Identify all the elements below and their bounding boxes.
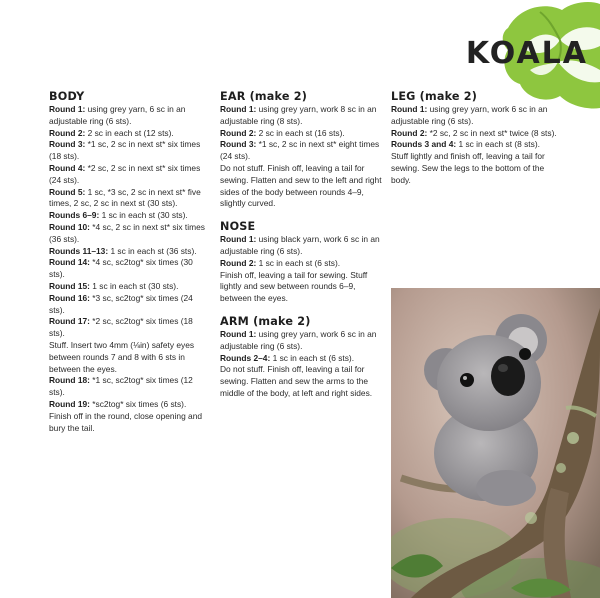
instruction-text: 1 sc in each st (6 sts). [270, 352, 355, 363]
instruction-line [220, 163, 382, 210]
section-heading: LEG (make 2) [391, 90, 478, 103]
instruction-text: using grey yarn, 6 sc in an adjustable ring (6 sts). [49, 104, 186, 126]
instruction-line [49, 411, 207, 435]
instruction-text: 1 sc in each st (30 sts). [89, 280, 179, 291]
instruction-text: Finish off in the round, close opening and bury the tail. [49, 410, 203, 433]
instruction-text: *2 sc, sc2tog* six times (18 sts). [49, 316, 193, 339]
instruction-line [49, 257, 207, 281]
instruction-line [220, 234, 382, 258]
instruction-list [220, 329, 382, 400]
round-label: Round 10: [49, 221, 90, 232]
round-label: Round 16: [49, 292, 90, 303]
instruction-line [49, 104, 207, 128]
instruction-line [49, 128, 207, 140]
round-label: Round 5: [49, 186, 86, 197]
instruction-text: Stuff. Insert two 4mm (⅛in) safety eyes between rounds 7 and 8 with 6 sts in between the eyes. [49, 339, 195, 374]
section-heading: NOSE [220, 220, 256, 234]
instruction-list [220, 104, 382, 210]
instruction-line [391, 128, 559, 140]
section-nose [220, 220, 382, 305]
instruction-line [49, 375, 207, 399]
instruction-text: *1 sc, sc2tog* six times (12 sts). [49, 375, 193, 398]
section-body [49, 90, 207, 434]
instruction-line [49, 246, 207, 258]
instruction-text: 2 sc in each st (12 sts). [85, 127, 174, 138]
instruction-line [220, 329, 382, 353]
instruction-line [49, 139, 207, 163]
instruction-text: using grey yarn, work 6 sc in an adjustable ring (6 sts). [391, 104, 548, 126]
instruction-text: using black yarn, work 6 sc in an adjustable ring (6 sts). [220, 234, 380, 256]
round-label: Round 1: [220, 104, 257, 114]
page-title: KOALA [465, 36, 588, 71]
instruction-text: *3 sc, sc2tog* six times (24 sts). [49, 292, 193, 315]
instruction-line [220, 139, 382, 163]
instruction-text: using grey yarn, work 6 sc in an adjustable ring (6 sts). [220, 328, 377, 351]
round-label: Round 19: [49, 398, 90, 409]
round-label: Rounds 2–4: [220, 352, 271, 363]
instruction-text: 1 sc in each st (8 sts). [456, 139, 540, 150]
round-label: Round 1: [220, 328, 257, 339]
round-label: Round 2: [220, 127, 257, 138]
round-label: Rounds 3 and 4: [391, 139, 457, 150]
instruction-text: Do not stuff. Finish off, leaving a tail for sewing. Flatten and sew the arms to the middle of the body, at left and right sides. [220, 364, 373, 398]
round-label: Rounds 6–9: [49, 210, 100, 221]
instruction-text: *1 sc, 2 sc in next st* eight times (24 sts). [220, 139, 380, 162]
round-label: Round 2: [391, 127, 428, 138]
round-label: Round 1: [49, 104, 86, 114]
instruction-line [49, 399, 207, 411]
instruction-line [220, 128, 382, 140]
instruction-text: 1 sc in each st (6 sts). [256, 257, 341, 268]
round-label: Round 18: [49, 375, 90, 386]
round-label: Round 2: [49, 127, 86, 138]
instruction-text: 2 sc in each st (16 sts). [256, 127, 345, 138]
instruction-text: using grey yarn, work 8 sc in an adjustable ring (8 sts). [220, 104, 377, 126]
section-heading: EAR (make 2) [220, 90, 308, 103]
round-label: Round 3: [220, 139, 257, 150]
instruction-line [49, 163, 207, 187]
section-heading: BODY [49, 90, 85, 103]
instruction-text: *sc2tog* six times (6 sts). [89, 398, 187, 409]
instruction-list [391, 104, 559, 187]
instruction-line [220, 104, 382, 128]
instruction-line [220, 258, 382, 270]
instruction-line [49, 222, 207, 246]
round-label: Round 15: [49, 280, 90, 291]
section-leg [391, 90, 559, 187]
instruction-text: Stuff lightly and finish off, leaving a tail for sewing. Sew the legs to the bottom of the body. [391, 151, 545, 185]
instruction-line [220, 270, 382, 305]
round-label: Rounds 11–13: [49, 245, 109, 256]
instruction-list [220, 234, 382, 305]
column-right [391, 90, 559, 197]
instruction-text: *2 sc, 2 sc in next st* twice (8 sts). [427, 127, 557, 138]
round-label: Round 1: [391, 104, 428, 114]
section-arm [220, 315, 382, 400]
instruction-line [391, 139, 559, 151]
instruction-line [49, 316, 207, 340]
instruction-text: Do not stuff. Finish off, leaving a tail for sewing. Flatten and sew to the left and right sides of the body between rounds 4–9, slightly curved. [220, 162, 382, 209]
instruction-text: Finish off, leaving a tail for sewing. Stuff lightly and sew between rounds 6–9, between the eyes. [220, 269, 368, 304]
instruction-text: *4 sc, 2 sc in next st* six times (36 sts). [49, 221, 205, 244]
instruction-line [391, 151, 559, 186]
instruction-text: *1 sc, 2 sc in next st* six times (18 sts). [49, 139, 201, 162]
instruction-line [49, 187, 207, 211]
instruction-line [49, 293, 207, 317]
instruction-text: 1 sc, *3 sc, 2 sc in next st* five times, 2 sc, 2 sc in next st (30 sts). [49, 186, 201, 209]
column-left [49, 90, 207, 444]
instruction-text: *4 sc, sc2tog* six times (30 sts). [49, 257, 193, 280]
instruction-text: 1 sc in each st (36 sts). [108, 245, 197, 256]
instruction-line [220, 353, 382, 365]
instruction-line [49, 210, 207, 222]
instruction-text: *2 sc, 2 sc in next st* six times (24 sts). [49, 162, 201, 185]
round-label: Round 1: [220, 234, 257, 245]
round-label: Round 4: [49, 162, 86, 173]
round-label: Round 14: [49, 257, 90, 268]
column-middle [220, 90, 382, 410]
instruction-line [220, 364, 382, 399]
koala-photo [391, 288, 600, 598]
section-ear [220, 90, 382, 210]
round-label: Round 2: [220, 257, 257, 268]
instruction-line [49, 340, 207, 375]
section-heading: ARM (make 2) [220, 314, 311, 328]
instruction-list [49, 104, 207, 434]
round-label: Round 17: [49, 316, 90, 327]
instruction-line [391, 104, 559, 128]
instruction-line [49, 281, 207, 293]
round-label: Round 3: [49, 139, 86, 150]
instruction-text: 1 sc in each st (30 sts). [99, 210, 188, 221]
